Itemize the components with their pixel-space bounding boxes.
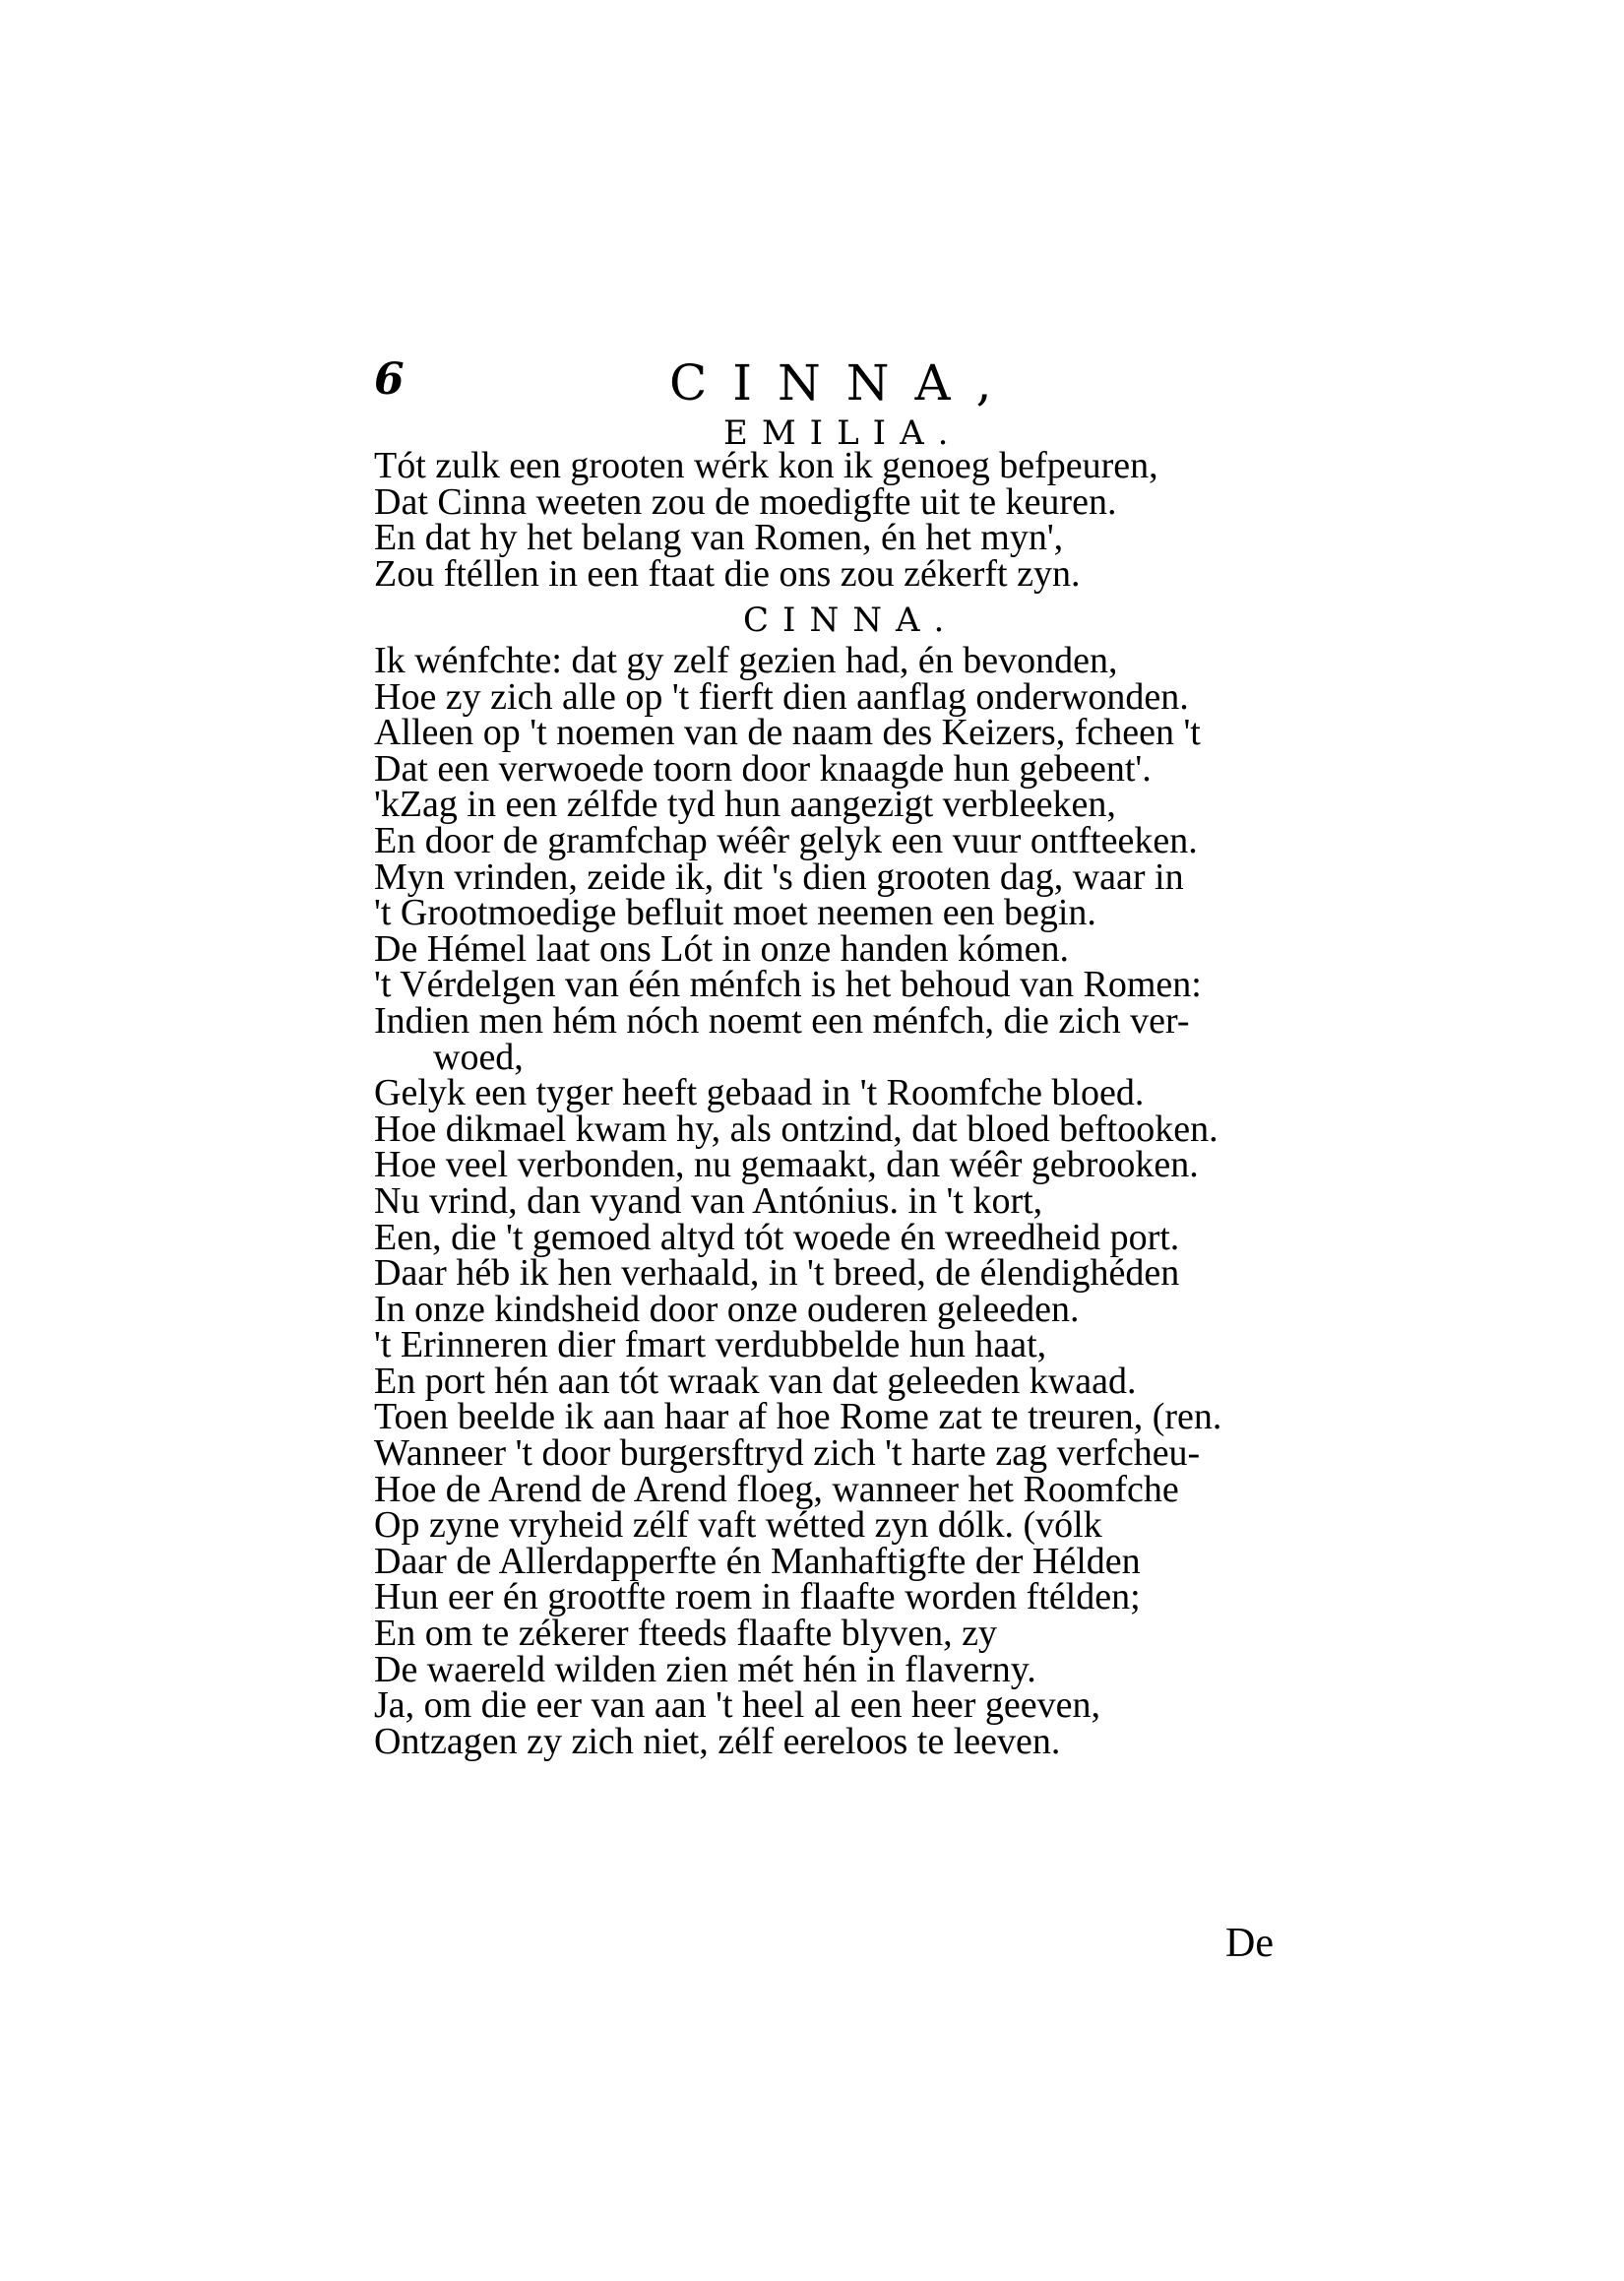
speaker-name-cinna: CINNA.: [743, 601, 959, 640]
verse-line: Indien men hém nóch noemt een ménfch, die zich ver-: [374, 999, 1190, 1042]
verse-line: Nu vrind, dan vyand van Antónius. in 't kort,: [374, 1179, 1043, 1222]
verse-line: En dat hy het belang van Romen, én het myn',: [374, 517, 1064, 559]
verse-line: Dat Cinna weeten zou de moedigfte uit te keuren.: [374, 480, 1117, 523]
speaker-name-emilia: EMILIA.: [723, 413, 963, 453]
verse-line: Een, die 't gemoed altyd tót woede én wreedheid port.: [374, 1216, 1180, 1258]
verse-line: Gelyk een tyger heeft gebaad in 't Roomfche bloed.: [374, 1072, 1145, 1114]
verse-line: 't Grootmoedige befluit moet neemen een begin.: [374, 892, 1096, 934]
verse-line: Toen beelde ik aan haar af hoe Rome zat te treuren, (ren.: [374, 1396, 1222, 1438]
verse-line: De waereld wilden zien mét hén in flaverny.: [374, 1648, 1036, 1690]
verse-block-emilia: [374, 445, 1158, 595]
page-header: [374, 354, 1299, 413]
running-title: CINNA,: [669, 354, 1018, 412]
verse-line: Hoe de Arend de Arend floeg, wanneer het Roomfche: [374, 1468, 1179, 1510]
verse-line: Ik wénfchte: dat gy zelf gezien had, én bevonden,: [374, 640, 1118, 681]
verse-line: 't Vérdelgen van één ménfch is het behoud van Romen:: [374, 964, 1202, 1006]
verse-line: De Hémel laat ons Lót in onze handen kómen.: [374, 927, 1069, 970]
verse-line: 'kZag in een zélfde tyd hun aangezigt verbleeken,: [374, 784, 1116, 826]
verse-line: Hun eer én grootfte roem in flaafte worden ftélden;: [374, 1576, 1141, 1618]
verse-line: En om te zékerer fteeds flaafte blyven, zy: [374, 1613, 998, 1655]
verse-line: Dat een verwoede toorn door knaagde hun gebeent'.: [374, 747, 1152, 790]
verse-line: Ontzagen zy zich niet, zélf eereloos te leeven.: [374, 1720, 1061, 1762]
verse-line: Hoe dikmael kwam hy, als ontzind, dat bloed beftooken.: [374, 1108, 1218, 1150]
verse-line: En port hén aan tót wraak van dat geleeden kwaad.: [374, 1360, 1137, 1402]
verse-line: Zou ftéllen in een ftaat die ons zou zékerft zyn.: [374, 552, 1081, 595]
verse-line: Op zyne vryheid zélf vaft wétted zyn dólk. (vólk: [374, 1504, 1102, 1547]
verse-line: Hoe zy zich alle op 't fierft dien aanflag onderwonden.: [374, 675, 1189, 718]
verse-line: 't Erinneren dier fmart verdubbelde hun haat,: [374, 1324, 1047, 1366]
page-number: 6: [374, 354, 405, 405]
verse-block-cinna: [374, 640, 1222, 1762]
verse-line: En door de gramfchap wéêr gelyk een vuur ontfteeken.: [374, 819, 1198, 861]
verse-line: In onze kindsheid door onze ouderen geleeden.: [374, 1288, 1080, 1330]
verse-line: Alleen op 't noemen van de naam des Keizers, fcheen 't: [374, 712, 1201, 754]
verse-line: Ja, om die eer van aan 't heel al een heer geeven,: [374, 1684, 1100, 1727]
catchword: De: [1225, 1921, 1274, 1966]
verse-line: Hoe veel verbonden, nu gemaakt, dan wéêr gebrooken.: [374, 1144, 1199, 1186]
verse-line: Tót zulk een grooten wérk kon ik genoeg befpeuren,: [374, 445, 1158, 486]
verse-line: Daar héb ik hen verhaald, in 't breed, de élendighéden: [374, 1252, 1180, 1295]
verse-line: Myn vrinden, zeide ik, dit 's dien grooten dag, waar in: [374, 855, 1184, 898]
verse-line-continuation: woed,: [433, 1036, 524, 1078]
verse-line: Daar de Allerdapperfte én Manhaftigfte der Hélden: [374, 1540, 1141, 1582]
verse-line: Wanneer 't door burgersftryd zich 't harte zag verfcheu-: [374, 1432, 1201, 1475]
